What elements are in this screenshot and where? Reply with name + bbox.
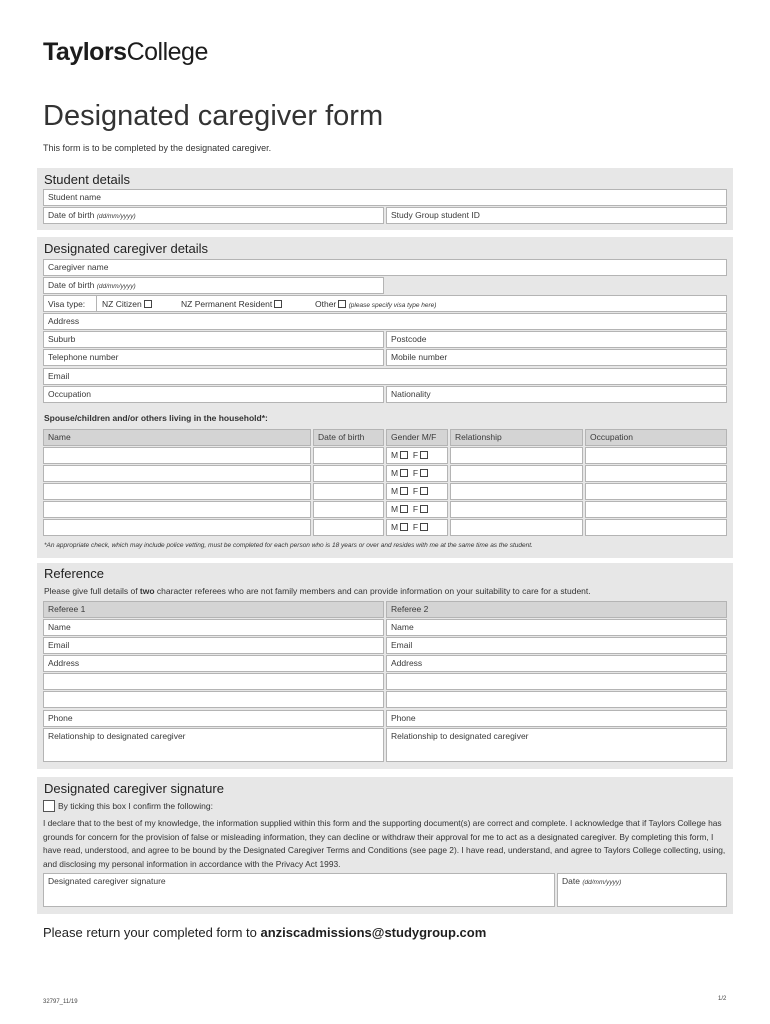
household-relationship-cell[interactable]: [450, 447, 583, 464]
signature-date-label: Date: [562, 876, 580, 886]
logo-part-2: College: [126, 38, 208, 66]
household-col-relationship-label: Relationship: [455, 432, 502, 442]
referee-2-phone-field[interactable]: [386, 710, 727, 727]
visa-nz-pr-label: NZ Permanent Resident: [181, 299, 273, 309]
household-footnote: *An appropriate check, which may include police vetting, must be completed for each person who is 18 years or over and resides with me at the same time as the student.: [44, 542, 533, 549]
referee-1-phone-field[interactable]: [43, 710, 384, 727]
gender-f-label: F: [412, 468, 419, 478]
referee-1-name-field[interactable]: [43, 619, 384, 636]
caregiver-nationality-label: Nationality: [391, 389, 431, 399]
signature-heading: Designated caregiver signature: [44, 781, 224, 796]
caregiver-dob-label: Date of birth: [48, 280, 95, 290]
household-dob-cell[interactable]: [313, 447, 384, 464]
referee-2-email-field[interactable]: [386, 637, 727, 654]
household-name-cell[interactable]: [43, 501, 311, 518]
caregiver-suburb-field[interactable]: [43, 331, 384, 348]
household-gender-cell: [386, 483, 448, 500]
referee-1-relationship-label: Relationship to designated caregiver: [48, 731, 186, 741]
caregiver-details-heading: Designated caregiver details: [44, 241, 209, 256]
household-col-dob: [313, 429, 384, 446]
referee-2-address-label: Address: [391, 658, 423, 668]
household-gender-cell: [386, 501, 448, 518]
household-relationship-cell[interactable]: [450, 483, 583, 500]
page-title: Designated caregiver form: [43, 100, 384, 132]
reference-intro-pre: Please give full details of: [44, 586, 140, 596]
referee-2-name-label: Name: [391, 622, 414, 632]
referee-1-address-line-3[interactable]: [43, 691, 384, 708]
student-name-field[interactable]: [43, 189, 727, 206]
referee-2-email-label: Email: [391, 640, 413, 650]
gender-m-label: M: [391, 522, 399, 532]
caregiver-postcode-label: Postcode: [391, 334, 427, 344]
referee-2-relationship-field[interactable]: [386, 728, 727, 762]
visa-other-checkbox[interactable]: [338, 300, 346, 308]
household-col-occupation: [585, 429, 727, 446]
gender-f-checkbox[interactable]: [420, 487, 428, 495]
caregiver-name-label: Caregiver name: [48, 262, 109, 272]
household-name-cell[interactable]: [43, 465, 311, 482]
household-heading: Spouse/children and/or others living in the household*:: [44, 413, 268, 423]
referee-2-address-line-3[interactable]: [386, 691, 727, 708]
referee-1-address-label: Address: [48, 658, 80, 668]
household-col-gender: [386, 429, 448, 446]
student-dob-label: Date of birth: [48, 210, 95, 220]
gender-f-label: F: [412, 486, 419, 496]
student-id-label: Study Group student ID: [391, 210, 480, 220]
visa-type-label: Visa type:: [48, 299, 86, 309]
return-instruction: [43, 925, 486, 940]
referee-1-email-label: Email: [48, 640, 70, 650]
referee-2-relationship-label: Relationship to designated caregiver: [391, 731, 529, 741]
caregiver-nationality-field[interactable]: [386, 386, 727, 403]
gender-m-checkbox[interactable]: [400, 451, 408, 459]
gender-m-checkbox[interactable]: [400, 469, 408, 477]
caregiver-mobile-field[interactable]: [386, 349, 727, 366]
visa-nz-pr-option[interactable]: [181, 299, 282, 309]
gender-f-label: F: [412, 504, 419, 514]
gender-f-checkbox[interactable]: [420, 505, 428, 513]
caregiver-mobile-label: Mobile number: [391, 352, 448, 362]
reference-intro: [44, 586, 591, 596]
page-number: 1/2: [718, 996, 727, 1002]
gender-f-label: F: [412, 450, 419, 460]
gender-f-checkbox[interactable]: [420, 469, 428, 477]
household-relationship-cell[interactable]: [450, 519, 583, 536]
visa-other-option[interactable]: [315, 299, 436, 309]
gender-f-checkbox[interactable]: [420, 523, 428, 531]
household-col-name: [43, 429, 311, 446]
caregiver-name-field[interactable]: [43, 259, 727, 276]
referee-2-phone-label: Phone: [391, 713, 416, 723]
student-dob-hint: (dd/mm/yyyy): [96, 213, 136, 220]
declaration-text: I declare that to the best of my knowledge, the information supplied within this form and the supporting document(s) are correct and complete. I acknowledge that if Taylors College has grounds for concern for the provision of false or misleading information, they can decline or withdraw their approval for me to act as a designated caregiver. By completing this form, I have read, understood, and agree to be bound by the Designated Caregiver Terms and Conditions (see page 2). I have read, understand, and agree to Taylors College collecting, using, and disclosing my personal information in accordance with the Privacy Act 1993.: [43, 818, 726, 869]
gender-m-checkbox[interactable]: [400, 505, 408, 513]
household-relationship-cell[interactable]: [450, 465, 583, 482]
referee-2-label: Referee 2: [391, 604, 429, 614]
student-id-field[interactable]: [386, 207, 727, 224]
household-gender-cell: [386, 447, 448, 464]
household-occupation-cell[interactable]: [585, 501, 727, 518]
referee-1-address-field[interactable]: [43, 655, 384, 672]
referee-2-address-field[interactable]: [386, 655, 727, 672]
household-col-dob-label: Date of birth: [318, 432, 365, 442]
visa-nz-citizen-label: NZ Citizen: [102, 299, 142, 309]
student-name-label: Student name: [48, 192, 101, 202]
household-dob-cell[interactable]: [313, 501, 384, 518]
gender-m-label: M: [391, 468, 399, 478]
confirm-label: By ticking this box I confirm the following:: [58, 801, 213, 811]
household-name-cell[interactable]: [43, 519, 311, 536]
return-text: Please return your completed form to: [43, 925, 261, 940]
caregiver-occupation-label: Occupation: [48, 389, 91, 399]
household-relationship-cell[interactable]: [450, 501, 583, 518]
visa-nz-pr-checkbox[interactable]: [274, 300, 282, 308]
gender-m-label: M: [391, 450, 399, 460]
taylors-college-logo: [43, 38, 208, 67]
gender-f-label: F: [412, 522, 419, 532]
household-occupation-cell[interactable]: [585, 483, 727, 500]
household-col-name-label: Name: [48, 432, 71, 442]
household-gender-cell: [386, 465, 448, 482]
intro-text: This form is to be completed by the designated caregiver.: [43, 143, 272, 153]
signature-date-field[interactable]: [557, 873, 727, 907]
household-occupation-cell[interactable]: [585, 465, 727, 482]
referee-1-email-field[interactable]: [43, 637, 384, 654]
signature-label: Designated caregiver signature: [48, 876, 166, 886]
referee-1-label: Referee 1: [48, 604, 86, 614]
reference-intro-bold: two: [139, 586, 155, 596]
signature-date-hint: (dd/mm/yyyy): [582, 879, 622, 886]
caregiver-dob-field[interactable]: [43, 277, 384, 294]
caregiver-telephone-label: Telephone number: [48, 352, 119, 362]
household-gender-cell: [386, 519, 448, 536]
visa-nz-citizen-option[interactable]: [102, 299, 152, 309]
gender-m-label: M: [391, 504, 399, 514]
visa-other-label: Other: [315, 299, 337, 309]
caregiver-telephone-field[interactable]: [43, 349, 384, 366]
caregiver-address-label: Address: [48, 316, 80, 326]
household-name-cell[interactable]: [43, 483, 311, 500]
return-email-link[interactable]: anziscadmissions@studygroup.com: [260, 925, 487, 940]
logo-part-1: Taylors: [43, 38, 127, 66]
referee-1-header: [43, 601, 384, 618]
caregiver-occupation-field[interactable]: [43, 386, 384, 403]
caregiver-email-field[interactable]: [43, 368, 727, 385]
gender-m-label: M: [391, 486, 399, 496]
caregiver-suburb-label: Suburb: [48, 334, 76, 344]
caregiver-email-label: Email: [48, 371, 70, 381]
student-details-heading: Student details: [44, 172, 131, 187]
referee-1-phone-label: Phone: [48, 713, 73, 723]
gender-m-checkbox[interactable]: [400, 487, 408, 495]
household-col-occupation-label: Occupation: [590, 432, 633, 442]
gender-m-checkbox[interactable]: [400, 523, 408, 531]
referee-1-address-line-2[interactable]: [43, 673, 384, 690]
household-occupation-cell[interactable]: [585, 519, 727, 536]
household-col-relationship: [450, 429, 583, 446]
visa-other-hint: (please specify visa type here): [348, 302, 437, 309]
student-dob-field[interactable]: [43, 207, 384, 224]
reference-intro-post: character referees who are not family members and can provide information on your suitability to care for a student.: [154, 586, 591, 596]
household-name-cell[interactable]: [43, 447, 311, 464]
visa-label-divider: [96, 295, 97, 312]
household-dob-cell[interactable]: [313, 519, 384, 536]
caregiver-dob-hint: (dd/mm/yyyy): [96, 283, 136, 290]
confirm-checkbox[interactable]: [43, 800, 55, 812]
visa-nz-citizen-checkbox[interactable]: [144, 300, 152, 308]
household-occupation-cell[interactable]: [585, 447, 727, 464]
referee-1-relationship-field[interactable]: [43, 728, 384, 762]
household-dob-cell[interactable]: [313, 465, 384, 482]
household-dob-cell[interactable]: [313, 483, 384, 500]
referee-2-name-field[interactable]: [386, 619, 727, 636]
gender-f-checkbox[interactable]: [420, 451, 428, 459]
referee-2-address-line-2[interactable]: [386, 673, 727, 690]
household-col-gender-label: Gender M/F: [391, 432, 437, 442]
referee-2-header: [386, 601, 727, 618]
referee-1-name-label: Name: [48, 622, 71, 632]
footer-code: 32797_11/19: [43, 999, 78, 1005]
caregiver-address-field[interactable]: [43, 313, 727, 330]
caregiver-postcode-field[interactable]: [386, 331, 727, 348]
reference-heading: Reference: [44, 566, 104, 581]
signature-field[interactable]: [43, 873, 555, 907]
